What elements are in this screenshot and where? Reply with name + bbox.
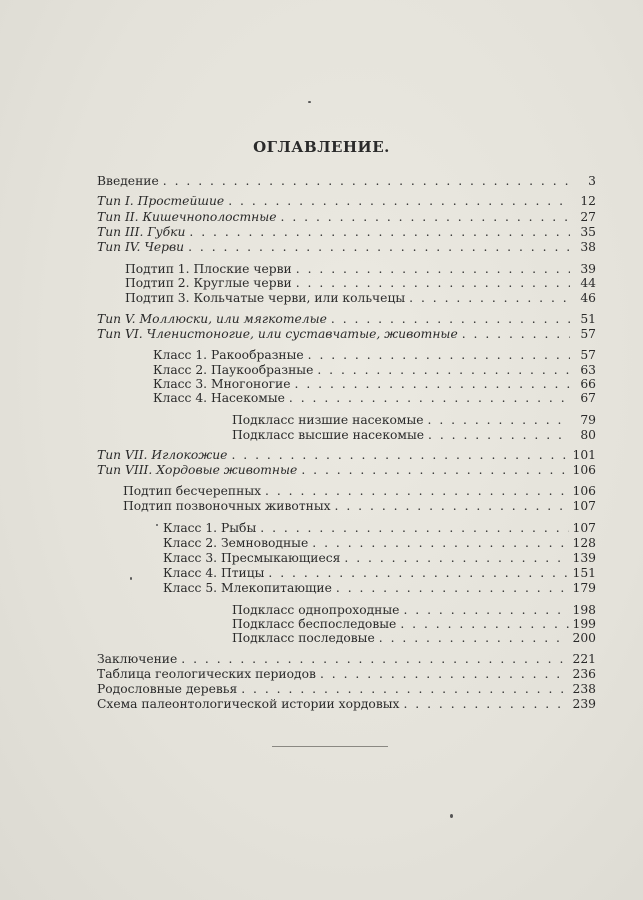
divider-rule [272, 746, 388, 747]
toc-entry-page-number: 106 [572, 484, 596, 498]
toc-entry-page-number: 66 [580, 377, 596, 391]
toc-entry-title: Тип IV. Черви [97, 240, 185, 254]
toc-entry [232, 413, 596, 428]
toc-entry-page-number: 199 [572, 617, 596, 631]
dot-leader [296, 276, 570, 291]
toc-entry [163, 521, 596, 536]
toc-entry-title: Класс 1. Ракообразные [153, 348, 304, 362]
toc-entry-page-number: 239 [572, 697, 596, 711]
toc-entry-page-number: 198 [572, 603, 596, 617]
toc-entry [153, 348, 596, 363]
dot-leader [301, 463, 568, 478]
toc-entry-title: Тип I. Простейшие [97, 194, 225, 208]
toc-entry [153, 377, 596, 392]
toc-entry [232, 631, 596, 646]
dot-leader [289, 391, 570, 406]
toc-entry [125, 276, 596, 291]
toc-entry [232, 428, 596, 443]
toc-entry-title: Тип VIII. Хордовые животные [97, 463, 298, 477]
toc-entry [97, 327, 596, 342]
toc-entry [163, 566, 596, 581]
toc-entry [97, 697, 596, 712]
dot-leader [228, 194, 570, 209]
dot-leader [241, 682, 568, 697]
toc-entry-title: Введение [97, 174, 159, 188]
dot-leader [189, 225, 570, 240]
toc-entry [163, 551, 596, 566]
toc-entry [163, 536, 596, 551]
toc-entry-title: Класс 5. Млекопитающие [163, 581, 332, 595]
dot-leader [296, 262, 570, 277]
toc-entry-title: Заключение [97, 652, 178, 666]
toc-entry-page-number: 51 [580, 312, 596, 326]
toc-entry [97, 667, 596, 682]
toc-entry [232, 603, 596, 618]
dot-leader [344, 551, 568, 566]
dot-leader [231, 448, 568, 463]
toc-entry-title: Тип V. Моллюски, или мягкотелые [97, 312, 327, 326]
toc-entry-page-number: 63 [580, 363, 596, 377]
toc-entry [97, 210, 596, 225]
toc-entry-title: Подтип 2. Круглые черви [125, 276, 292, 290]
paper-speck [450, 814, 453, 818]
dot-leader [320, 667, 569, 682]
toc-entry-page-number: 35 [580, 225, 596, 239]
toc-entry-page-number: 221 [572, 652, 596, 666]
toc-entry [153, 391, 596, 406]
paper-speck [156, 524, 158, 526]
toc-entry-page-number: 44 [580, 276, 596, 290]
dot-leader [400, 617, 568, 632]
toc-entry-page-number: 38 [580, 240, 596, 254]
toc-entry [97, 225, 596, 240]
dot-leader [409, 291, 570, 306]
toc-entry [97, 240, 596, 255]
toc-entry-title: Класс 2. Земноводные [163, 536, 309, 550]
toc-entry-title: Класс 2. Паукообразные [153, 363, 314, 377]
toc-entry-page-number: 27 [580, 210, 596, 224]
toc-entry [125, 291, 596, 306]
dot-leader [403, 603, 568, 618]
paper-speck [130, 577, 132, 580]
toc-entry-title: Тип II. Кишечнополостные [97, 210, 277, 224]
toc-entry-title: Подкласс однопроходные [232, 603, 400, 617]
dot-leader [308, 348, 570, 363]
toc-entry-title: Родословные деревья [97, 682, 238, 696]
dot-leader [281, 210, 571, 225]
toc-entry-page-number: 101 [572, 448, 596, 462]
toc-entry-page-number: 139 [572, 551, 596, 565]
toc-entry-title: Подкласс последовые [232, 631, 375, 645]
toc-entry-page-number: 238 [572, 682, 596, 696]
toc-entry-title: Схема палеонтологической истории хордовых [97, 697, 400, 711]
toc-entry-page-number: 79 [580, 413, 596, 427]
contents-heading: ОГЛАВЛЕНИЕ. [253, 138, 390, 156]
toc-entry-title: Подкласс низшие насекомые [232, 413, 424, 427]
toc-entry-title: Класс 4. Насекомые [153, 391, 285, 405]
toc-entry-page-number: 57 [580, 348, 596, 362]
toc-entry-title: Тип VII. Иглокожие [97, 448, 228, 462]
toc-entry-page-number: 179 [572, 581, 596, 595]
toc-entry-page-number: 107 [572, 521, 596, 535]
toc-entry-page-number: 57 [580, 327, 596, 341]
dot-leader [331, 312, 570, 327]
toc-entry-page-number: 151 [572, 566, 596, 580]
dot-leader [188, 240, 570, 255]
dot-leader [428, 413, 570, 428]
toc-entry-title: Таблица геологических периодов [97, 667, 316, 681]
dot-leader [265, 484, 568, 499]
toc-entry [97, 448, 596, 463]
toc-entry [123, 484, 596, 499]
dot-leader [163, 174, 570, 189]
dot-leader [462, 327, 570, 342]
toc-entry-page-number: 107 [572, 499, 596, 513]
toc-entry [125, 262, 596, 277]
dot-leader [312, 536, 568, 551]
dot-leader [181, 652, 568, 667]
dot-leader [336, 581, 569, 596]
toc-entry-title: Класс 4. Птицы [163, 566, 265, 580]
paper-speck [308, 101, 311, 103]
toc-entry [97, 652, 596, 667]
toc-entry-page-number: 67 [580, 391, 596, 405]
toc-entry-title: Подтип 3. Кольчатые черви, или кольчецы [125, 291, 406, 305]
toc-entry-title: Подкласс высшие насекомые [232, 428, 425, 442]
toc-entry-title: Тип VI. Членистоногие, или суставчатые, животные [97, 327, 458, 341]
toc-entry-page-number: 12 [580, 194, 596, 208]
toc-entry [153, 363, 596, 378]
toc-entry-page-number: 106 [572, 463, 596, 477]
toc-entry-page-number: 3 [588, 174, 596, 188]
toc-entry-page-number: 39 [580, 262, 596, 276]
dot-leader [379, 631, 569, 646]
toc-entry-title: Подтип позвоночных животных [123, 499, 331, 513]
toc-entry-page-number: 46 [580, 291, 596, 305]
dot-leader [260, 521, 568, 536]
toc-entry [97, 312, 596, 327]
toc-entry-title: Класс 1. Рыбы [163, 521, 257, 535]
dot-leader [317, 363, 570, 378]
dot-leader [295, 377, 570, 392]
dot-leader [268, 566, 568, 581]
toc-entry-title: Подтип 1. Плоские черви [125, 262, 292, 276]
toc-entry-title: Класс 3. Пресмыкающиеся [163, 551, 341, 565]
toc-entry-page-number: 80 [580, 428, 596, 442]
toc-entry [163, 581, 596, 596]
toc-entry [97, 682, 596, 697]
toc-entry-title: Тип III. Губки [97, 225, 186, 239]
toc-entry [97, 174, 596, 189]
dot-leader [335, 499, 569, 514]
dot-leader [403, 697, 568, 712]
toc-entry-title: Подтип бесчерепных [123, 484, 262, 498]
toc-entry [97, 194, 596, 209]
toc-entry-title: Подкласс беспоследовые [232, 617, 397, 631]
dot-leader [428, 428, 570, 443]
toc-entry [232, 617, 596, 632]
toc-entry-page-number: 236 [572, 667, 596, 681]
toc-entry [97, 463, 596, 478]
toc-entry-page-number: 200 [572, 631, 596, 645]
toc-entry [123, 499, 596, 514]
toc-entry-title: Класс 3. Многоногие [153, 377, 291, 391]
toc-entry-page-number: 128 [572, 536, 596, 550]
